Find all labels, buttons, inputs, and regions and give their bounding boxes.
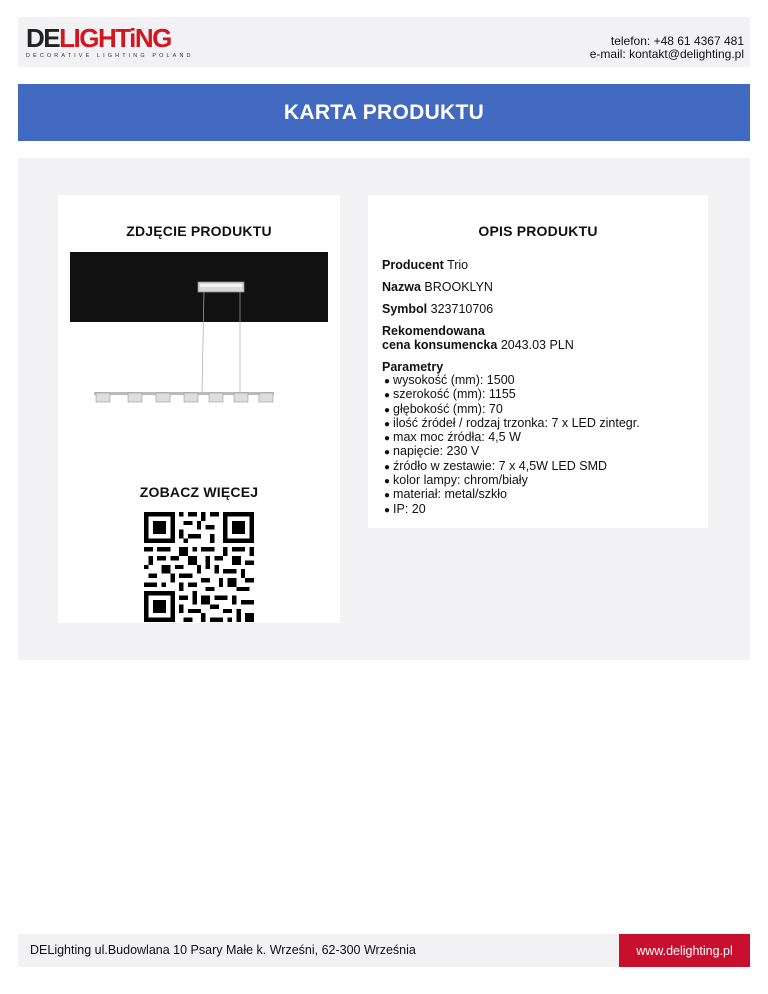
- producer-row: Producent Trio: [382, 258, 469, 272]
- param-item: ● IP: 20: [384, 503, 702, 517]
- contact-info: [590, 35, 744, 61]
- logo[interactable]: [26, 25, 194, 59]
- symbol-row: Symbol 323710706: [382, 302, 494, 316]
- param-item: ● max moc źródła: 4,5 W: [384, 431, 702, 445]
- footer: [18, 934, 750, 967]
- phone-text: telefon: +48 61 4367 481: [610, 34, 744, 48]
- param-item: ● napięcie: 230 V: [384, 445, 702, 459]
- description-section-title: OPIS PRODUKTU: [478, 223, 598, 239]
- param-item: ● szerokość (mm): 1155: [384, 388, 702, 402]
- footer-address: DELighting ul.Budowlana 10 Psary Małe k. Wrześni, 62-300 Września: [30, 943, 416, 957]
- param-item: ● kolor lampy: chrom/biały: [384, 474, 702, 488]
- email-link[interactable]: e-mail: kontakt@delighting.pl: [589, 47, 744, 61]
- product-image: [94, 280, 324, 410]
- photo-section-title: ZDJĘCIE PRODUKTU: [126, 223, 272, 239]
- qr-code[interactable]: [144, 512, 254, 622]
- price-row: Rekomendowana cena konsumencka 2043.03 PLN: [382, 324, 574, 352]
- photo-card: [58, 195, 340, 623]
- website-link[interactable]: www.delighting.pl: [619, 934, 750, 967]
- name-row: Nazwa BROOKLYN: [382, 280, 493, 294]
- param-item: ● materiał: metal/szkło: [384, 488, 702, 502]
- product-details: [382, 258, 702, 517]
- params-list: [382, 374, 702, 517]
- param-item: ● źródło w zestawie: 7 x 4,5W LED SMD: [384, 460, 702, 474]
- more-section-title: ZOBACZ WIĘCEJ: [139, 484, 259, 500]
- description-card: [368, 195, 708, 528]
- param-item: ● ilość źródeł / rodzaj trzonka: 7 x LED zintegr.: [384, 417, 702, 431]
- header: [18, 17, 750, 67]
- param-item: ● wysokość (mm): 1500: [384, 374, 702, 388]
- content-panel: [18, 158, 750, 660]
- params-title: Parametry: [382, 360, 444, 374]
- page-title: KARTA PRODUKTU: [18, 84, 750, 141]
- logo-wordmark: DELIGHTiNG: [26, 23, 171, 53]
- logo-subtitle: DECORATIVE LIGHTING POLAND: [26, 53, 194, 59]
- param-item: ● głębokość (mm): 70: [384, 403, 702, 417]
